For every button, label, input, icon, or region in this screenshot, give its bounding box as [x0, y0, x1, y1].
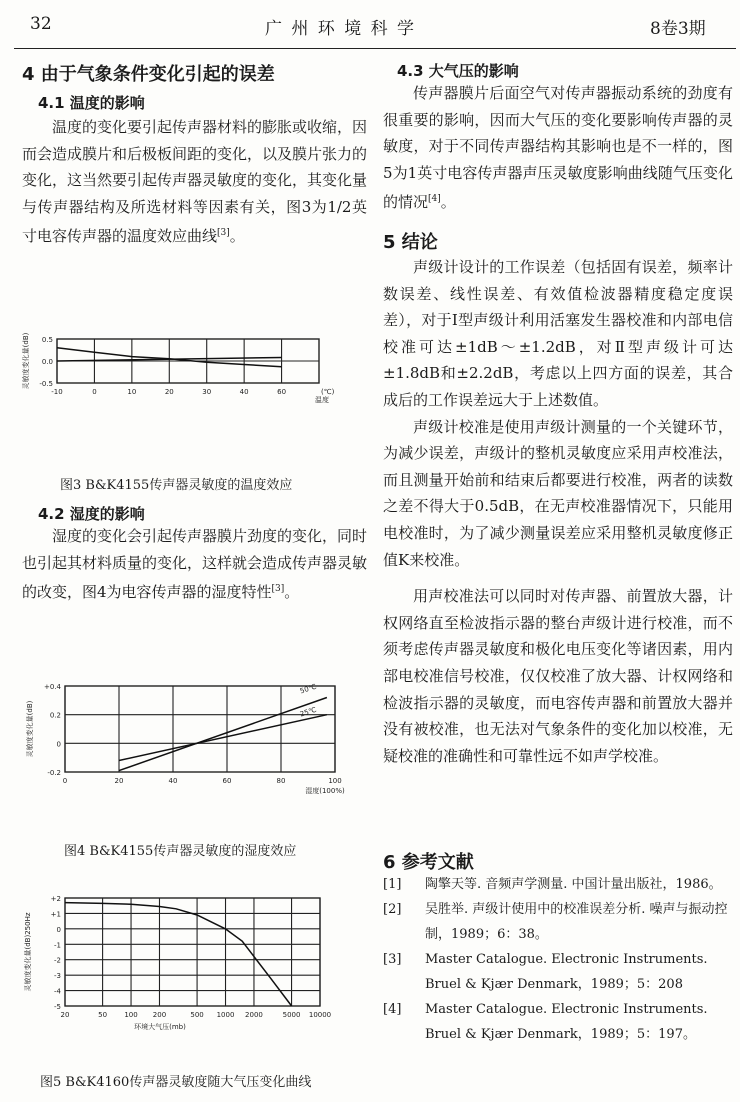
x-tick-label: 10	[127, 388, 137, 396]
reference-number: [4]	[383, 1002, 402, 1017]
x-tick-label: 10000	[308, 1011, 332, 1019]
s41-text: 温度的变化要引起传声器材料的膨胀或收缩，因而会造成膜片和后极板间距的变化，以及膜片张力的变化，这当然要引起传声器灵敏度的变化，其变化量与传声器结构及所选材料等因素有关，图3为1/2英寸电容传声器的温度效应曲线	[22, 118, 368, 246]
section-4-1-body	[22, 114, 367, 250]
y-tick-label: -2	[54, 956, 61, 965]
x-tick-label: 60	[277, 388, 287, 396]
citation: [3]	[217, 228, 230, 239]
reference-number: [3]	[383, 952, 402, 967]
section-4-3-heading: 4.3 大气压的影响	[397, 62, 519, 80]
x-tick-label: 20	[164, 388, 174, 396]
y-tick-label: +0.4	[44, 683, 61, 691]
reference-item	[383, 872, 733, 897]
x-axis-unit: (℃)	[321, 388, 335, 396]
x-tick-label: 1000	[216, 1011, 235, 1019]
x-tick-label: 0	[62, 777, 68, 785]
figure-3-caption: 图3 B&K4155传声器灵敏度的温度效应	[60, 478, 293, 493]
x-tick-label: 60	[222, 777, 232, 785]
section-4-3-body	[383, 80, 733, 216]
series-line-50℃	[119, 698, 327, 771]
x-tick-label: -10	[51, 388, 63, 396]
plot-frame	[65, 686, 335, 772]
reference-item	[383, 897, 733, 947]
reference-text: 吴胜举. 声级计使用中的校准误差分析. 噪声与振动控制，1989；6：38。	[425, 902, 728, 942]
series-line-25℃	[119, 715, 327, 761]
reference-text: 陶擎天等. 音频声学测量. 中国计量出版社，1986。	[425, 877, 722, 892]
s5-paragraph-3: 用声校准法可以同时对传声器、前置放大器，计权网络直至检波指示器的整台声级计进行校准，而不须考虑传声器灵敏度和极化电压变化等诸因素，用内部电校准信号校准，仅仅校准了放大器、计权网络和检波指示器的灵敏度，而电容传声器和前置放大器并没有被校准，也无法对气象条件的变化加以校准，无疑校准的准确性和可靠性远不如声学校准。	[383, 587, 733, 765]
y-tick-label: +2	[50, 895, 61, 903]
section-5-body	[383, 254, 733, 769]
x-tick-label: 50	[98, 1011, 108, 1019]
figure-4-chart	[20, 676, 365, 796]
journal-title: 广 州 环 境 科 学	[265, 19, 417, 39]
y-tick-label: 0.5	[41, 336, 53, 344]
x-axis-label: 温度	[315, 396, 329, 403]
legend-label: 25℃	[299, 705, 318, 719]
section-4-2-heading: 4.2 湿度的影响	[38, 505, 145, 523]
reference-item	[383, 997, 733, 1047]
figure-3-chart	[20, 333, 365, 403]
x-axis-label: 湿度(100%)	[305, 787, 345, 795]
x-tick-label: 100	[124, 1011, 138, 1019]
reference-text: Master Catalogue. Electronic Instruments. Bruel & Kjær Denmark，1989；5：197。	[425, 1002, 708, 1042]
y-axis-label: 灵敏度变化量(dB)250Hz	[24, 912, 32, 992]
x-tick-label: 40	[168, 777, 178, 785]
references-list	[383, 872, 733, 1047]
section-4-heading: 4 由于气象条件变化引起的误差	[22, 64, 275, 85]
y-axis-label: 灵敏度变化量(dB)	[26, 700, 34, 758]
x-tick-label: 20	[114, 777, 124, 785]
figure-5-chart	[20, 893, 365, 1033]
x-tick-label: 0	[92, 388, 97, 396]
y-axis-label: 灵敏度变化量(dB)	[22, 333, 30, 390]
s43-text: 传声器膜片后面空气对传声器振动系统的劲度有很重要的影响，因而大气压的变化要影响传声器的灵敏度，对于不同传声器结构其影响也是不一样的，图5为1英寸电容传声器声压灵敏度影响曲线随气压变化的情况	[383, 84, 733, 212]
section-4-2-body	[22, 523, 367, 606]
reference-number: [2]	[383, 902, 402, 917]
s5-paragraph-1: 声级计设计的工作误差（包括固有误差，频率计数误差、线性误差、有效值检波器精度稳定度误差），对于Ⅰ型声级计利用活塞发生器校准和内部电信校准可达±1dB～±1.2dB，对Ⅱ型声级计可达±1.8dB和±2.2dB，考虑以上四方面的误差，其合成后的工作误差远大于上述数值。	[383, 258, 733, 409]
reference-item	[383, 947, 733, 997]
section-4-1-heading: 4.1 温度的影响	[38, 94, 145, 112]
page-number: 32	[30, 14, 52, 34]
y-tick-label: -0.5	[39, 380, 53, 388]
section-6-heading: 6 参考文献	[383, 852, 474, 873]
y-tick-label: -3	[54, 972, 61, 981]
citation: [4]	[428, 194, 441, 205]
x-tick-label: 5000	[282, 1011, 301, 1019]
figure-5-caption: 图5 B&K4160传声器灵敏度随大气压变化曲线	[40, 1075, 312, 1090]
x-tick-label: 200	[152, 1011, 167, 1019]
x-tick-label: 40	[239, 388, 249, 396]
x-tick-label: 80	[276, 777, 286, 785]
y-tick-label: +1	[50, 910, 61, 919]
issue-label: 8卷3期	[650, 19, 706, 39]
y-tick-label: 0	[56, 925, 61, 934]
s5-paragraph-2: 声级计校准是使用声级计测量的一个关键环节，为减少误差，声级计的整机灵敏度应采用声校准法，而且测量开始前和结束后都要进行校准，两者的读数之差不得大于0.5dB，在无声校准器情况下，只能用电校准时，为了减少测量误差应采用整机灵敏度修正值K来校准。	[383, 417, 733, 569]
x-tick-label: 2000	[245, 1011, 263, 1019]
x-tick-label: 100	[328, 777, 342, 785]
figure-4-caption: 图4 B&K4155传声器灵敏度的湿度效应	[64, 844, 297, 859]
x-tick-label: 20	[60, 1011, 70, 1019]
y-tick-label: -0.2	[47, 769, 61, 777]
y-tick-label: -4	[54, 987, 61, 996]
reference-number: [1]	[383, 877, 402, 892]
y-tick-label: 0.0	[41, 358, 53, 366]
citation: [3]	[271, 584, 285, 595]
y-tick-label: 0	[56, 740, 61, 749]
s43-end: 。	[440, 193, 456, 212]
x-tick-label: 500	[190, 1011, 204, 1019]
x-tick-label: 30	[202, 388, 212, 396]
reference-text: Master Catalogue. Electronic Instruments. Bruel & Kjær Denmark，1989；5：208	[425, 952, 708, 992]
y-tick-label: -1	[54, 941, 61, 950]
s42-text: 湿度的变化会引起传声器膜片劲度的变化，同时也引起其材料质量的变化，这样就会造成传声器灵敏的改变，图4为电容传声器的湿度特性	[22, 527, 368, 602]
s42-end: 。	[284, 583, 300, 602]
section-5-heading: 5 结论	[383, 232, 438, 253]
x-axis-label: 环境大气压(mb)	[134, 1023, 186, 1031]
y-tick-label: -5	[54, 1003, 61, 1011]
y-tick-label: 0.2	[49, 711, 61, 720]
legend-label: 50℃	[299, 682, 318, 696]
header-rule	[14, 48, 736, 49]
s41-end: 。	[229, 227, 245, 246]
